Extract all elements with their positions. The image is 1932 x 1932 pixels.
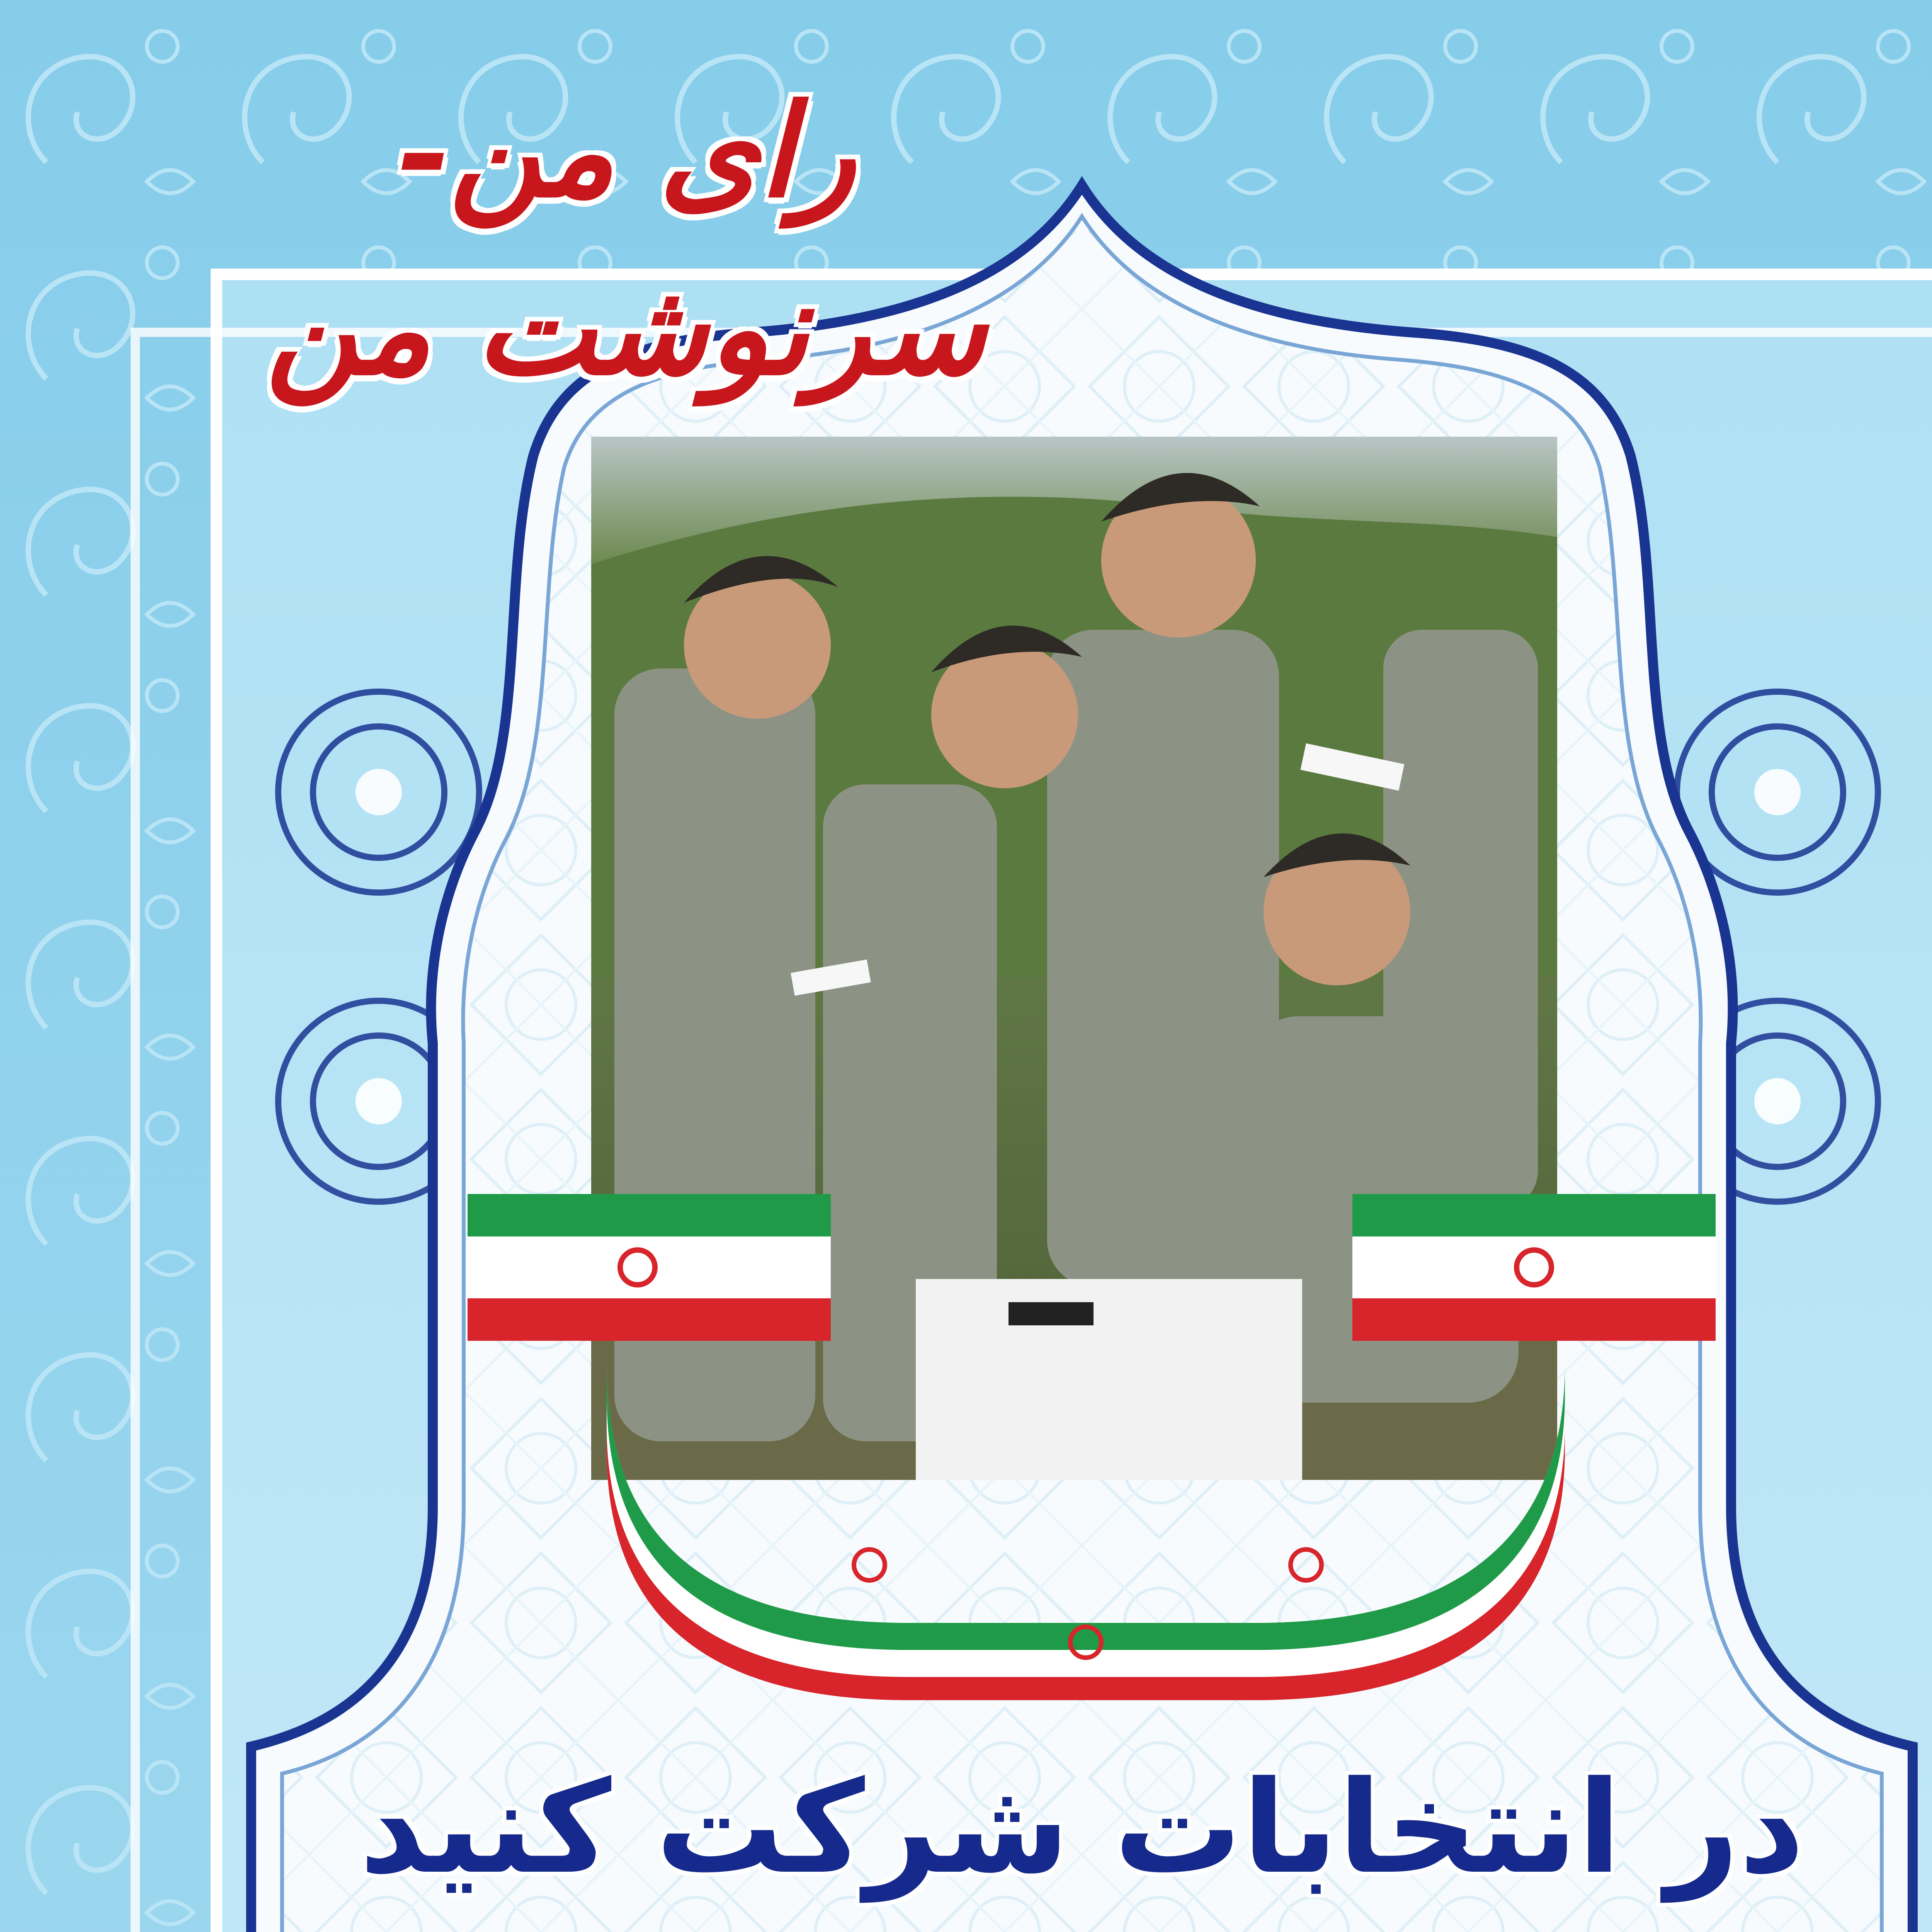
flag-left-flap [468,1194,831,1341]
slogan-title: رای من- سرنوشت من [265,76,986,403]
flag-ribbon [444,1179,1739,1719]
headline: در انتخابات شرکت کنید [359,1753,1804,1902]
flag-right-flap [1352,1194,1716,1341]
flag-center-band [607,1364,1565,1700]
